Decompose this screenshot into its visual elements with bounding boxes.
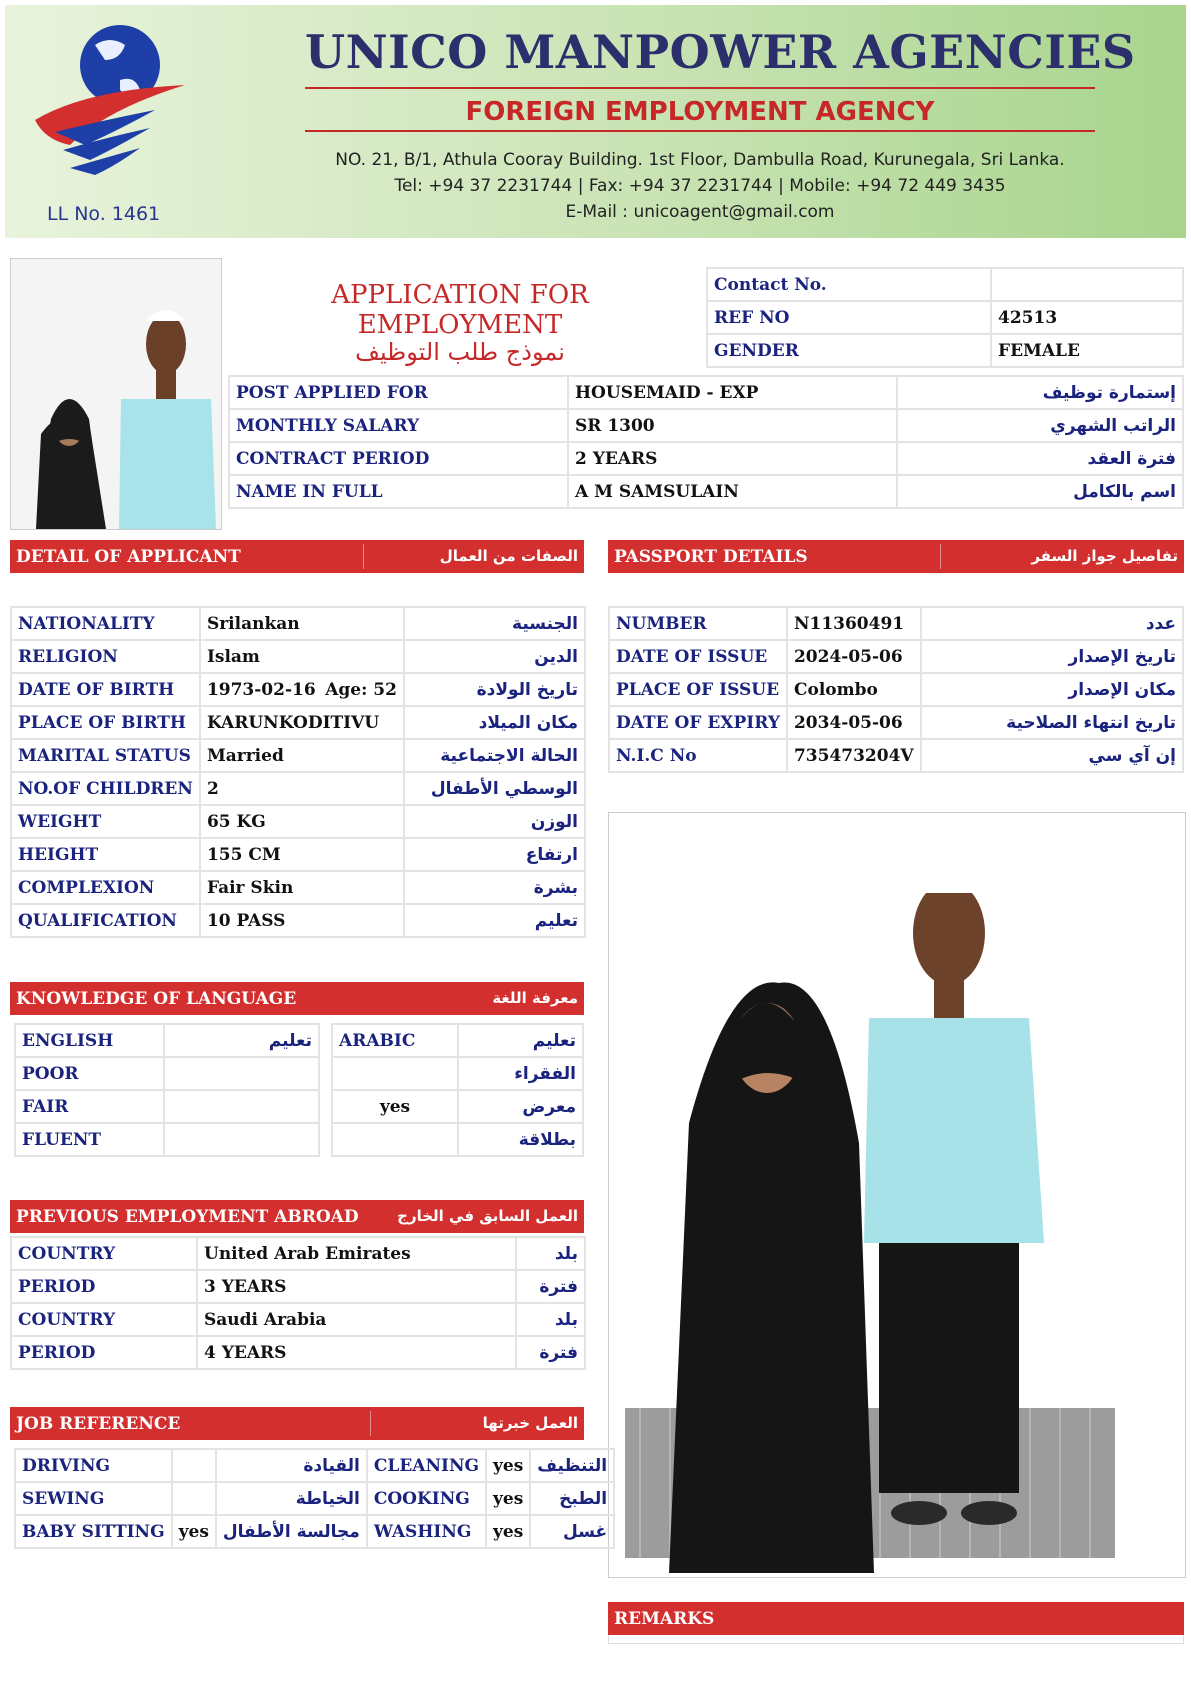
table-row	[609, 640, 1183, 673]
level-label-arabic: معرض	[458, 1090, 583, 1123]
level-label: FLUENT	[15, 1123, 164, 1156]
globe-logo-icon	[25, 20, 195, 230]
field-label-arabic: مكان الميلاد	[404, 706, 585, 739]
skill-value: yes	[486, 1449, 530, 1482]
field-label-arabic: إن آي سي	[921, 739, 1183, 772]
field-label: PLACE OF ISSUE	[609, 673, 787, 706]
application-title-arabic: نموذج طلب التوظيف	[355, 338, 565, 366]
email: E-Mail : unicoagent@gmail.com	[565, 202, 835, 222]
table-row	[15, 1123, 319, 1156]
table-row	[11, 1336, 585, 1369]
section-title: JOB REFERENCE	[16, 1414, 181, 1434]
field-value: 2024-05-06	[787, 640, 921, 673]
dob-value: 1973-02-16	[206, 679, 316, 700]
agency-subtitle: FOREIGN EMPLOYMENT AGENCY	[465, 97, 935, 127]
field-label: N.I.C No	[609, 739, 787, 772]
field-label-arabic: الوزن	[404, 805, 585, 838]
remarks-box	[608, 1635, 1184, 1644]
table-row	[15, 1024, 319, 1057]
field-value: KARUNKODITIVU	[200, 706, 404, 739]
field-label: NUMBER	[609, 607, 787, 640]
skill-value	[172, 1449, 216, 1482]
field-value: 2	[200, 772, 404, 805]
field-value: Colombo	[787, 673, 921, 706]
applicant-table	[10, 606, 586, 938]
ref-value: 42513	[991, 301, 1183, 334]
field-label: COMPLEXION	[11, 871, 200, 904]
divider	[370, 1411, 371, 1436]
section-title: REMARKS	[614, 1609, 715, 1629]
field-label-arabic: بشرة	[404, 871, 585, 904]
field-label: RELIGION	[11, 640, 200, 673]
table-row	[332, 1123, 583, 1156]
skill-label-arabic: القيادة	[216, 1449, 367, 1482]
skill-label-arabic: مجالسة الأطفال	[216, 1515, 367, 1548]
license-number: LL No. 1461	[47, 203, 161, 225]
passport-table	[608, 606, 1184, 773]
skill-label-arabic: الطبخ	[530, 1482, 614, 1515]
skill-label: CLEANING	[367, 1449, 486, 1482]
arabic-label-arabic: تعليم	[458, 1024, 583, 1057]
applicant-photo-small	[10, 258, 222, 530]
field-label: PERIOD	[11, 1336, 197, 1369]
field-label: NATIONALITY	[11, 607, 200, 640]
field-value: Fair Skin	[200, 871, 404, 904]
section-title-arabic: الصفات من العمال	[439, 547, 578, 565]
field-value: 65 KG	[200, 805, 404, 838]
phone-numbers: Tel: +94 37 2231744 | Fax: +94 37 2231744 | Mobile: +94 72 449 3435	[394, 176, 1006, 196]
post-label-arabic: إستمارة توظيف	[897, 376, 1183, 409]
address: NO. 21, B/1, Athula Cooray Building. 1st Floor, Dambulla Road, Kurunegala, Sri Lanka.	[335, 150, 1065, 170]
skill-value: yes	[172, 1515, 216, 1548]
level-label: FAIR	[15, 1090, 164, 1123]
table-row	[11, 739, 585, 772]
table-row	[15, 1482, 614, 1515]
section-title-arabic: العمل خبرتها	[482, 1414, 578, 1432]
skill-label-arabic: غسل	[530, 1515, 614, 1548]
section-title-arabic: معرفة اللغة	[492, 989, 578, 1007]
divider	[305, 87, 1095, 89]
skill-label-arabic: التنظيف	[530, 1449, 614, 1482]
table-row	[609, 673, 1183, 706]
post-table	[228, 375, 1184, 509]
level-value: yes	[332, 1090, 458, 1123]
table-row	[11, 673, 585, 706]
field-label-arabic: تاريخ انتهاء الصلاحية	[921, 706, 1183, 739]
skill-value: yes	[486, 1482, 530, 1515]
field-label: WEIGHT	[11, 805, 200, 838]
table-row	[609, 706, 1183, 739]
level-label-arabic: بطلاقة	[458, 1123, 583, 1156]
table-row	[11, 904, 585, 937]
level-value	[332, 1057, 458, 1090]
field-label-arabic: تاريخ الإصدار	[921, 640, 1183, 673]
gender-label: GENDER	[707, 334, 991, 367]
skill-value	[172, 1482, 216, 1515]
name-value: A M SAMSULAIN	[568, 475, 897, 508]
field-value: Islam	[200, 640, 404, 673]
field-label: COUNTRY	[11, 1237, 197, 1270]
section-title: DETAIL OF APPLICANT	[16, 547, 241, 567]
table-row	[609, 607, 1183, 640]
field-value: United Arab Emirates	[197, 1237, 516, 1270]
contact-value	[991, 268, 1183, 301]
table-row	[332, 1090, 583, 1123]
field-label: PERIOD	[11, 1270, 197, 1303]
table-row	[229, 409, 1183, 442]
field-label-arabic: مكان الإصدار	[921, 673, 1183, 706]
field-value	[200, 673, 404, 706]
arabic-label: ARABIC	[332, 1024, 458, 1057]
level-value	[164, 1123, 319, 1156]
field-value: 735473204V	[787, 739, 921, 772]
table-row	[707, 334, 1183, 367]
field-label-arabic: الوسطي الأطفال	[404, 772, 585, 805]
name-label: NAME IN FULL	[229, 475, 568, 508]
contract-label: CONTRACT PERIOD	[229, 442, 568, 475]
english-language-table	[14, 1023, 320, 1157]
skill-label: WASHING	[367, 1515, 486, 1548]
post-value: HOUSEMAID - EXP	[568, 376, 897, 409]
table-row	[707, 268, 1183, 301]
applicant-photo-full	[608, 812, 1186, 1578]
field-label-arabic: عدد	[921, 607, 1183, 640]
skill-label-arabic: الخياطة	[216, 1482, 367, 1515]
applicant-section-header	[10, 540, 584, 573]
table-row	[11, 871, 585, 904]
table-row	[11, 640, 585, 673]
section-title: PASSPORT DETAILS	[614, 547, 808, 567]
divider	[940, 544, 941, 569]
name-label-arabic: اسم بالكامل	[897, 475, 1183, 508]
language-section-header	[10, 982, 584, 1015]
salary-value: SR 1300	[568, 409, 897, 442]
table-row	[229, 475, 1183, 508]
post-label: POST APPLIED FOR	[229, 376, 568, 409]
field-label: COUNTRY	[11, 1303, 197, 1336]
field-value: 4 YEARS	[197, 1336, 516, 1369]
level-value	[164, 1057, 319, 1090]
employment-section-header	[10, 1200, 584, 1233]
field-label-arabic: تاريخ الولادة	[404, 673, 585, 706]
skill-value: yes	[486, 1515, 530, 1548]
divider	[305, 130, 1095, 132]
table-row	[707, 301, 1183, 334]
field-label-arabic: الحالة الاجتماعية	[404, 739, 585, 772]
job-reference-table	[14, 1448, 615, 1549]
skill-label: BABY SITTING	[15, 1515, 172, 1548]
field-label: MARITAL STATUS	[11, 739, 200, 772]
field-label-arabic: الجنسية	[404, 607, 585, 640]
field-label: HEIGHT	[11, 838, 200, 871]
skill-label: DRIVING	[15, 1449, 172, 1482]
table-row	[11, 838, 585, 871]
table-row	[229, 376, 1183, 409]
field-label: DATE OF ISSUE	[609, 640, 787, 673]
table-row	[332, 1024, 583, 1057]
skill-label: SEWING	[15, 1482, 172, 1515]
table-row	[15, 1090, 319, 1123]
contract-label-arabic: فترة العقد	[897, 442, 1183, 475]
field-value: 3 YEARS	[197, 1270, 516, 1303]
contact-table	[706, 267, 1184, 368]
field-label-arabic: بلد	[516, 1303, 585, 1336]
contact-label: Contact No.	[707, 268, 991, 301]
field-value: Married	[200, 739, 404, 772]
skill-label: COOKING	[367, 1482, 486, 1515]
job-section-header	[10, 1407, 584, 1440]
salary-label-arabic: الراتب الشهري	[897, 409, 1183, 442]
table-row	[11, 805, 585, 838]
field-label: PLACE OF BIRTH	[11, 706, 200, 739]
field-label-arabic: بلد	[516, 1237, 585, 1270]
company-name: UNICO MANPOWER AGENCIES	[305, 25, 1136, 79]
field-label-arabic: فترة	[516, 1270, 585, 1303]
table-row	[11, 772, 585, 805]
letterhead	[5, 5, 1186, 238]
level-label-arabic: الفقراء	[458, 1057, 583, 1090]
age-value: Age: 52	[325, 679, 397, 700]
english-label: ENGLISH	[15, 1024, 164, 1057]
field-label: NO.OF CHILDREN	[11, 772, 200, 805]
section-title-arabic: تفاصيل جواز السفر	[1031, 547, 1178, 565]
field-label: QUALIFICATION	[11, 904, 200, 937]
field-value: 2034-05-06	[787, 706, 921, 739]
table-row	[11, 1303, 585, 1336]
level-label: POOR	[15, 1057, 164, 1090]
field-value: 155 CM	[200, 838, 404, 871]
field-label-arabic: ارتفاع	[404, 838, 585, 871]
employment-table	[10, 1236, 586, 1370]
table-row	[11, 607, 585, 640]
field-value: 10 PASS	[200, 904, 404, 937]
field-label-arabic: فترة	[516, 1336, 585, 1369]
field-value: Saudi Arabia	[197, 1303, 516, 1336]
divider	[363, 544, 364, 569]
remarks-section-header	[608, 1602, 1184, 1635]
arabic-language-table	[331, 1023, 584, 1157]
table-row	[15, 1057, 319, 1090]
field-value: Srilankan	[200, 607, 404, 640]
gender-value: FEMALE	[991, 334, 1183, 367]
field-label: DATE OF BIRTH	[11, 673, 200, 706]
table-row	[609, 739, 1183, 772]
field-label-arabic: الدين	[404, 640, 585, 673]
contract-value: 2 YEARS	[568, 442, 897, 475]
table-row	[229, 442, 1183, 475]
english-label-arabic: تعليم	[164, 1024, 319, 1057]
passport-section-header	[608, 540, 1184, 573]
application-title: APPLICATION FOR EMPLOYMENT	[331, 280, 589, 340]
section-title: PREVIOUS EMPLOYMENT ABROAD	[16, 1207, 359, 1227]
field-value: N11360491	[787, 607, 921, 640]
field-label-arabic: تعليم	[404, 904, 585, 937]
section-title: KNOWLEDGE OF LANGUAGE	[16, 989, 297, 1009]
section-title-arabic: العمل السابق في الخارج	[397, 1207, 578, 1225]
table-row	[332, 1057, 583, 1090]
field-label: DATE OF EXPIRY	[609, 706, 787, 739]
table-row	[11, 706, 585, 739]
salary-label: MONTHLY SALARY	[229, 409, 568, 442]
table-row	[15, 1449, 614, 1482]
table-row	[15, 1515, 614, 1548]
table-row	[11, 1237, 585, 1270]
ref-label: REF NO	[707, 301, 991, 334]
level-value	[332, 1123, 458, 1156]
table-row	[11, 1270, 585, 1303]
level-value	[164, 1090, 319, 1123]
